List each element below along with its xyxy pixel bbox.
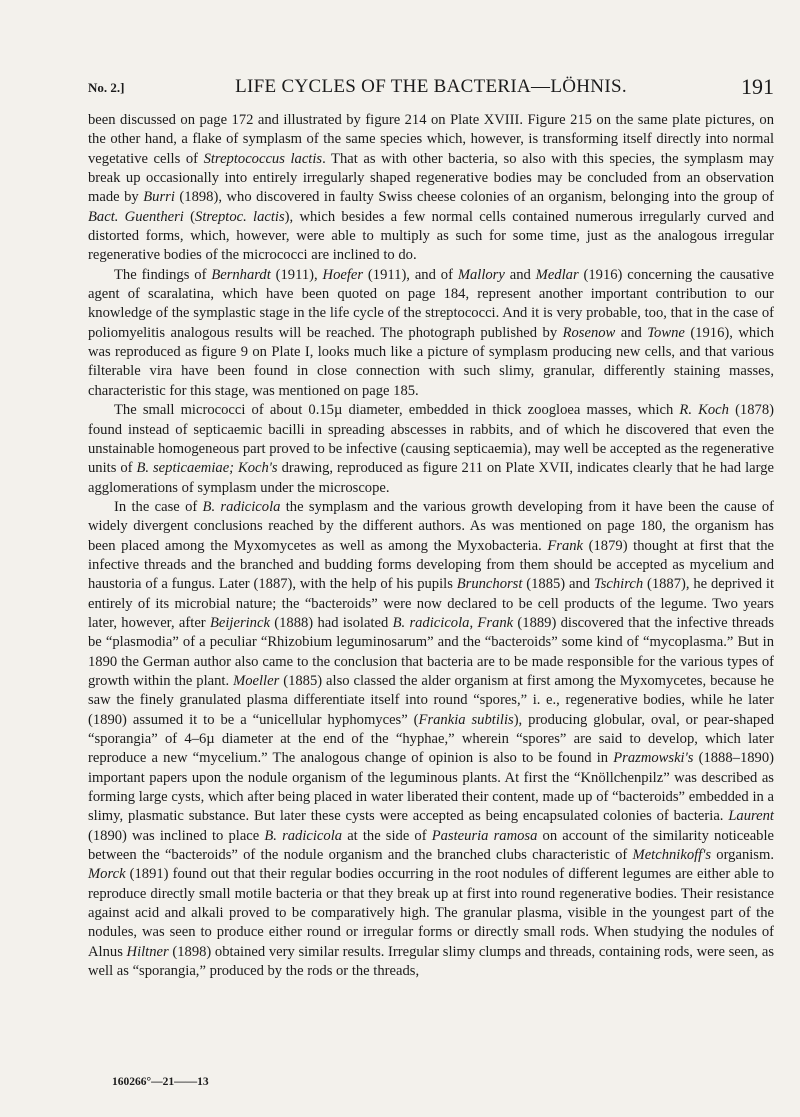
italic-name: Morck — [88, 866, 126, 883]
text-run: (1916), which was reproduced as figure 9 on Plate I, looks much like a picture of symplasm producing new cells, and that various filterable vira have been found in close connection with such slimy, granular, differently staining masses, characteristic for this stage, was mentioned on page 185. — [88, 324, 774, 399]
italic-name: Frank — [477, 614, 514, 631]
text-run: , — [469, 614, 478, 631]
text-run: (1887), he deprived it entirely of its microbial nature; the “bacteroids” were now declared to be cell products of the legume. Two years later, however, after — [88, 576, 774, 631]
italic-name: Streptococcus lactis — [203, 150, 323, 167]
issue-number: No. 2.] — [88, 80, 125, 95]
text-run: (1878) found instead of septicaemic bacilli in spreading abscesses in rabbits, and of which he discovered that even the unstainable homogeneous part proved to be infective (causing septicaemia), may well be accepted as the regenerative units of — [88, 402, 774, 477]
text-run: (1888–1890) important papers upon the nodule organism of the leguminous plants. At first the “Knöllchenpilz” was described as forming large cysts, which after being placed in water liberated their content, made up of “bacteroids” embedded in a slimy, plasmatic substance. But later these cysts were accepted as being encapsulated colonies of bacteria. — [88, 750, 774, 825]
text-run: In the case of — [114, 498, 203, 515]
text-run: and — [504, 266, 536, 283]
text-run: (1879) thought at first that the infective threads and the branched and budding forms developing from them should be accepted as mycelium and haustoria of a fungus. Later (1887), with the help of his pupils — [88, 537, 774, 593]
page-number: 191 — [741, 74, 774, 99]
text-run: (1885) and — [522, 576, 594, 593]
text-run: (1885) also classed the alder organism at first among the Myxomycetes, because he saw the finely granulated plasma differentiate itself into round “spores,” i. e., regenerative bodies, while he later (1890) assumed it to be a “unicellular hyphomyces” ( — [88, 672, 774, 728]
text-run: The findings of — [114, 266, 212, 283]
italic-name: R. Koch — [679, 402, 729, 419]
text-run: (1898), who discovered in faulty Swiss cheese colonies of an organism, belonging into the group of — [174, 189, 774, 206]
italic-name: Bernhardt — [211, 266, 271, 283]
italic-name: Pasteuria ramosa — [431, 827, 538, 844]
text-run: (1916) concerning the causative agent of scaralatina, which have been quoted on page 184, represent another important contribution to our knowledge of the symplastic stage in the life cycle of the streptococci. And it is very probable, too, that in the case of poliomyelitis analogous results will be reached. The photograph published by — [88, 266, 774, 341]
italic-name: B. radicicola — [392, 614, 470, 631]
paragraph — [88, 266, 774, 401]
italic-name: B. radicicola — [202, 498, 281, 515]
paragraph — [88, 498, 774, 982]
text-run: organism. — [711, 847, 774, 864]
italic-name: Frankia subtilis — [418, 711, 514, 728]
italic-name: Streptoc. lactis — [195, 208, 285, 225]
italic-name: Tschirch — [593, 576, 644, 593]
paragraph — [88, 401, 774, 498]
italic-name: Medlar — [535, 266, 579, 283]
italic-name: Laurent — [728, 808, 774, 825]
text-run: (1888) had isolated — [269, 614, 393, 631]
running-header — [88, 74, 774, 104]
italic-name: Hiltner — [126, 943, 169, 960]
text-run: The small micrococci of about 0.15µ diameter, embedded in thick zoogloea masses, which — [114, 402, 680, 419]
text-run: and — [615, 324, 648, 341]
text-run: (1890) was inclined to place — [88, 827, 265, 844]
italic-name: Towne — [647, 324, 685, 341]
text-run: ( — [183, 208, 196, 225]
italic-name: Brunchorst — [456, 576, 523, 593]
text-run: drawing, reproduced as figure 211 on Plate XVII, indicates clearly that he had large agglomerations of symplasm under the microscope. — [88, 460, 774, 496]
italic-name: Burri — [143, 189, 175, 206]
italic-name: Frank — [547, 537, 584, 554]
text-run: on account of the similarity noticeable between the “bacteroids” of the nodule organism and the branched clubs characteristic of — [88, 827, 774, 864]
text-run: (1911), — [270, 266, 323, 283]
text-run: (1898) obtained very similar results. Irregular slimy clumps and threads, containing rods, were seen, as well as “sporangia,” produced by the rods or the threads, — [88, 943, 774, 980]
printer-signature: 160266°—21——13 — [112, 1076, 209, 1088]
text-run: ), producing globular, oval, or pear-shaped “sporangia” of 4–6µ diameter at the end of the “hyphae,” wherein “spores” are said to develop, which later reproduce a new “mycelium.” The analogous change of opinion is also to be found in — [88, 711, 774, 767]
running-title: LIFE CYCLES OF THE BACTERIA—LÖHNIS. — [235, 76, 627, 97]
text-run: at the side of — [342, 827, 432, 844]
paragraph — [88, 111, 774, 266]
italic-name: Moeller — [233, 672, 280, 689]
italic-name: Bact. Guentheri — [88, 208, 184, 225]
italic-name: Rosenow — [562, 324, 616, 341]
italic-name: B. septicaemiae; Koch's — [136, 460, 278, 477]
italic-name: Hoefer — [322, 266, 364, 283]
text-run: (1911), and of — [363, 266, 458, 283]
text-run: the symplasm and the various growth developing from it have been the cause of widely divergent conclusions reached by the different authors. As was mentioned on page 180, the organism has been placed among the Myxomycetes as well as among the Myxobacteria. — [88, 498, 774, 554]
italic-name: B. radicicola — [264, 827, 343, 844]
italic-name: Metchnikoff's — [632, 847, 712, 864]
text-run: been discussed on page 172 and illustrated by figure 214 on Plate XVIII. Figure 215 on the same plate pictures, on the other hand, a flake of symplasm of the same species which, however, is transforming itself directly into normal vegetative cells of — [88, 112, 774, 167]
body-text — [88, 111, 774, 981]
text-run: (1891) found out that their regular bodies occurring in the root nodules of different legumes are either able to reproduce directly small motile bacteria or that they break up at first into round regenerative bodies. Their resistance against acid and alkali proved to be comparatively high. The granular plasma, visible in the youngest part of the nodules, was seen to produce either round or irregular forms or directly small rods. When studying the nodules of Alnus — [88, 866, 774, 960]
text-run: . That as with other bacteria, so also with this species, the symplasm may break up occasionally into entirely irregularly shaped regenerative bodies may be concluded from an observation made by — [88, 150, 774, 206]
text-run: (1889) discovered that the infective threads be “plasmodia” of a peculiar “Rhizobium leguminosarum” and the “bacteroids” some kind of “mycoplasma.” But in 1890 the German author also came to the conclusion that bacteria are to be made responsible for the various types of growth within the plant. — [88, 614, 775, 689]
italic-name: Mallory — [457, 266, 505, 283]
italic-name: Beijerinck — [209, 614, 270, 631]
italic-name: Prazmowski's — [613, 750, 694, 767]
text-run: ), which besides a few normal cells contained numerous irregularly curved and distorted forms, which, however, were able to multiply as such for some time, just as the analogous irregular regenerative bodies of the micrococci are inclined to do. — [88, 208, 775, 264]
